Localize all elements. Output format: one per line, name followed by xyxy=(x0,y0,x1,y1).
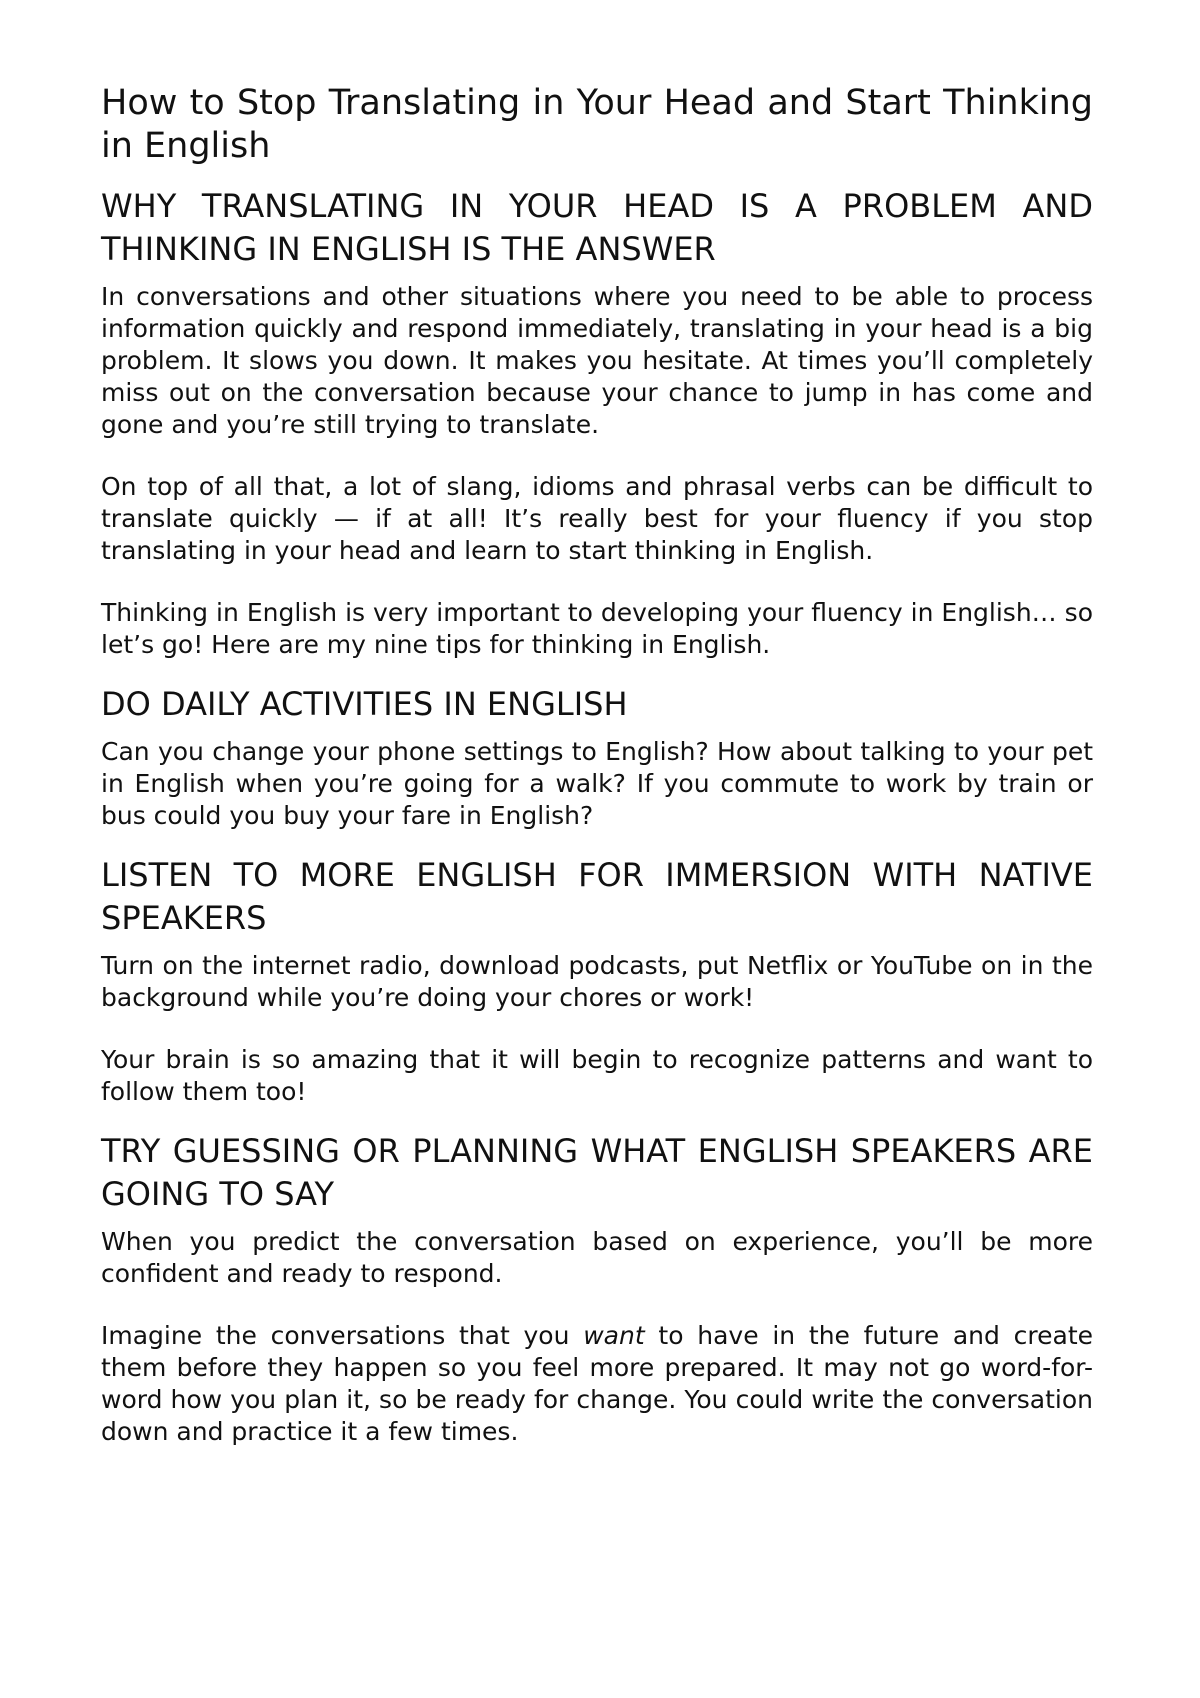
section-heading: WHY TRANSLATING IN YOUR HEAD IS A PROBLEM AND THINKING IN ENGLISH IS THE ANSWER xyxy=(101,187,1093,268)
section-heading: LISTEN TO MORE ENGLISH FOR IMMERSION WITH NATIVE SPEAKERS xyxy=(101,856,1093,937)
paragraph: In conversations and other situations where you need to be able to process information quickly and respond immediately, translating in your head is a big problem. It slows you down. It makes you hesitate. At times you’ll completely miss out on the conversation because your chance to jump in has come and gone and you’re still trying to translate. xyxy=(101,282,1093,439)
paragraph: When you predict the conversation based on experience, you’ll be more confident and ready to respond. xyxy=(101,1227,1093,1288)
text-run: to have in the future and create them before they happen so you feel more prepared. It may not go word-for-word how you plan it, so be ready for change. You could write the conversation down and practice it a few times. xyxy=(101,1321,1093,1446)
paragraph: On top of all that, a lot of slang, idioms and phrasal verbs can be difficult to translate quickly — if at all! It’s really best for your fluency if you stop translating in your head and learn to start thinking in English. xyxy=(101,472,1093,565)
paragraph: Can you change your phone settings to English? How about talking to your pet in English when you’re going for a walk? If you commute to work by train or bus could you buy your fare in English? xyxy=(101,737,1093,830)
emphasis-text: want xyxy=(583,1321,645,1350)
paragraph: Turn on the internet radio, download podcasts, put Netflix or YouTube on in the background while you’re doing your chores or work! xyxy=(101,951,1093,1012)
document-page xyxy=(101,82,1093,1478)
paragraph: Thinking in English is very important to developing your fluency in English… so let’s go! Here are my nine tips for thinking in English. xyxy=(101,598,1093,659)
section-heading: DO DAILY ACTIVITIES IN ENGLISH xyxy=(101,685,628,723)
paragraph-with-emphasis xyxy=(101,1320,1093,1448)
section-heading: TRY GUESSING OR PLANNING WHAT ENGLISH SPEAKERS ARE GOING TO SAY xyxy=(101,1132,1093,1213)
text-run: Imagine the conversations that you xyxy=(101,1321,584,1350)
paragraph: Your brain is so amazing that it will begin to recognize patterns and want to follow them too! xyxy=(101,1045,1093,1106)
document-title: How to Stop Translating in Your Head and Start Thinking in English xyxy=(101,83,1093,166)
